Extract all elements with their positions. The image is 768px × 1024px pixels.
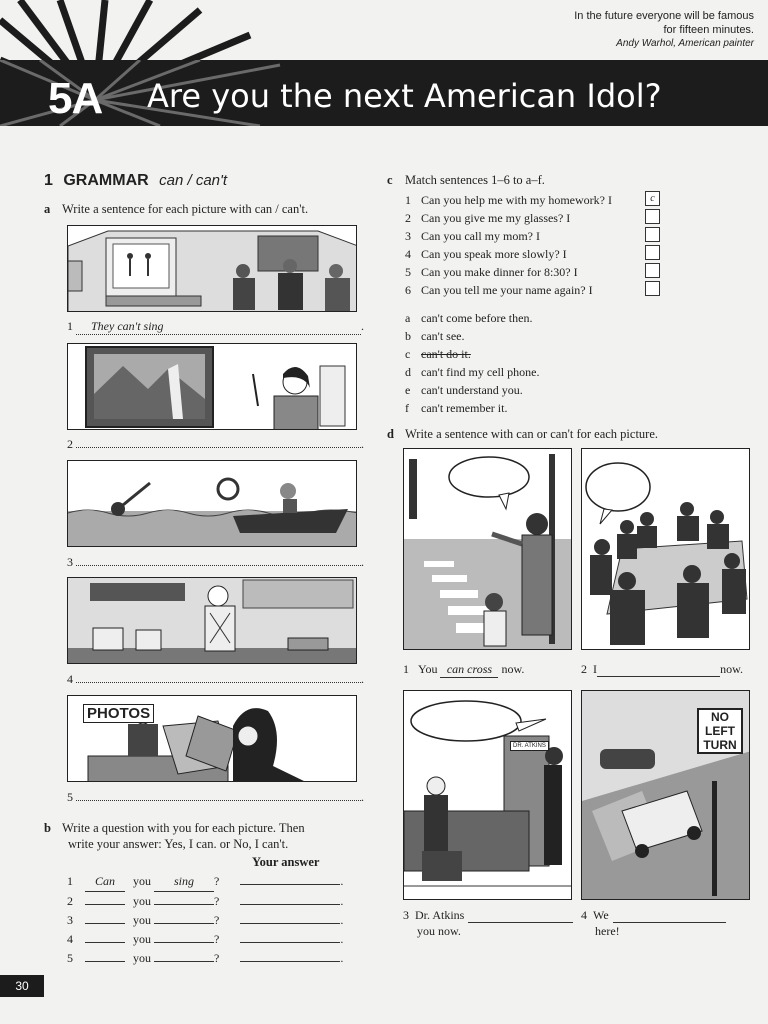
verb-field[interactable]	[154, 904, 214, 905]
sentence-item: 1 Can you help me with my homework? I c	[405, 191, 660, 209]
answer-field[interactable]: They can't sing	[76, 319, 361, 335]
modal-field[interactable]	[85, 942, 125, 943]
caption-d2: 2 I now.	[581, 662, 743, 676]
match-box[interactable]	[645, 227, 660, 242]
match-box[interactable]	[645, 245, 660, 260]
sentence-item: 3 Can you call my mom? I	[405, 227, 660, 245]
answer-field[interactable]	[468, 907, 573, 923]
modal-field[interactable]: Can	[85, 872, 125, 892]
option-item: d can't find my cell phone.	[405, 365, 540, 379]
exercise-b-rows	[67, 872, 367, 968]
quote-line-1: In the future everyone will be famous	[574, 10, 754, 22]
exercise-letter: b	[44, 821, 51, 835]
option-item: b can't see.	[405, 329, 465, 343]
question-row: 3 you ? .	[67, 913, 344, 927]
match-box[interactable]: c	[645, 191, 660, 206]
modal-field[interactable]	[85, 961, 125, 962]
exercise-c-instruction	[387, 172, 545, 188]
quote-author: Andy Warhol, American painter	[616, 38, 754, 49]
caption-d3: 3 Dr. Atkins you now.	[403, 907, 573, 939]
instruction-text-2: write your answer: Yes, I can. or No, I can't.	[68, 837, 289, 851]
option-item: c can't do it.	[405, 347, 471, 361]
your-answer-heading: Your answer	[252, 855, 320, 869]
your-answer-field[interactable]	[240, 942, 340, 943]
modal-field[interactable]	[85, 904, 125, 905]
your-answer-field[interactable]	[240, 904, 340, 905]
instruction-text: Match sentences 1–6 to a–f.	[405, 173, 545, 187]
option-item: f can't remember it.	[405, 401, 508, 415]
instruction-text-1: Write a question with you for each picture. Then	[62, 821, 305, 835]
sentence-list	[405, 191, 660, 299]
option-item: e can't understand you.	[405, 383, 523, 397]
exercise-letter: c	[387, 173, 393, 187]
answer-number: 5	[67, 790, 73, 804]
verb-field[interactable]	[154, 961, 214, 962]
exercise-letter: d	[387, 427, 394, 441]
photos-sign: PHOTOS	[83, 704, 154, 723]
answer-field[interactable]	[76, 682, 361, 683]
exercise-d-instruction	[387, 426, 658, 442]
section-number: 1	[44, 172, 53, 189]
answer-line-2: 2 .	[67, 437, 364, 451]
answer-field[interactable]	[76, 565, 361, 566]
unit-number: 5A	[48, 74, 103, 123]
page-number: 30	[0, 975, 44, 997]
unit-title: Are you the next American Idol?	[147, 77, 662, 115]
answer-line-4: 4 .	[67, 672, 364, 686]
sentence-item: 4 Can you speak more slowly? I	[405, 245, 660, 263]
instruction-text: Write a sentence with can or can't for each picture.	[405, 427, 659, 441]
door-sign: DR. ATKINS	[510, 741, 549, 751]
verb-field[interactable]: sing	[154, 872, 214, 892]
answer-number: 3	[67, 555, 73, 569]
answer-line-5: 5 .	[67, 790, 364, 804]
question-row: 4 you ? .	[67, 932, 344, 946]
sentence-item: 5 Can you make dinner for 8:30? I	[405, 263, 660, 281]
answer-line-3: 3 .	[67, 555, 364, 569]
picture-cooking	[67, 577, 357, 664]
match-box[interactable]	[645, 281, 660, 296]
answer-field[interactable]	[597, 662, 720, 677]
used-option: can't do it.	[421, 347, 471, 361]
your-answer-field[interactable]	[240, 961, 340, 962]
answer-field[interactable]: can cross	[440, 662, 498, 678]
your-answer-field[interactable]	[240, 884, 340, 885]
no-left-turn-sign: NO LEFT TURN	[697, 708, 743, 754]
your-answer-field[interactable]	[240, 923, 340, 924]
answer-number: 1	[67, 319, 73, 333]
section-subtitle: can / can't	[159, 172, 228, 189]
answer-number: 2	[67, 437, 73, 451]
question-row: 5 you ? .	[67, 951, 344, 965]
picture-meeting	[581, 448, 750, 650]
match-box[interactable]	[645, 263, 660, 278]
answer-number: 4	[67, 672, 73, 686]
sentence-item: 6 Can you tell me your name again? I	[405, 281, 660, 299]
caption-d4: 4 We here!	[581, 907, 726, 939]
picture-no-left-turn	[581, 690, 750, 900]
quote-line-2: for fifteen minutes.	[663, 24, 754, 36]
caption-d1: 1 You can cross now.	[403, 662, 525, 676]
match-box[interactable]	[645, 209, 660, 224]
option-list	[405, 309, 539, 417]
answer-line-1: 1 They can't sing .	[67, 319, 364, 333]
question-row: 2 you ? .	[67, 894, 344, 908]
option-item: a can't come before then.	[405, 311, 533, 325]
section-heading	[44, 172, 227, 190]
epigraph	[574, 9, 754, 51]
instruction-text: Write a sentence for each picture with can / can't.	[62, 202, 309, 216]
picture-concert	[67, 225, 357, 312]
sentence-item: 2 Can you give me my glasses? I	[405, 209, 660, 227]
answer-field[interactable]	[76, 447, 361, 448]
picture-photos	[67, 695, 357, 782]
picture-waiting-room	[403, 690, 572, 900]
exercise-letter: a	[44, 202, 51, 216]
picture-crosswalk	[403, 448, 572, 650]
modal-field[interactable]	[85, 923, 125, 924]
verb-field[interactable]	[154, 942, 214, 943]
answer-field[interactable]	[613, 907, 726, 923]
exercise-a-instruction	[44, 201, 308, 217]
picture-painting	[67, 343, 357, 430]
answer-field[interactable]	[76, 800, 361, 801]
section-title: GRAMMAR	[63, 172, 149, 189]
picture-boat-rescue	[67, 460, 357, 547]
exercise-b-instruction	[44, 820, 344, 852]
question-row: 1 Can you sing ? .	[67, 872, 367, 892]
verb-field[interactable]	[154, 923, 214, 924]
